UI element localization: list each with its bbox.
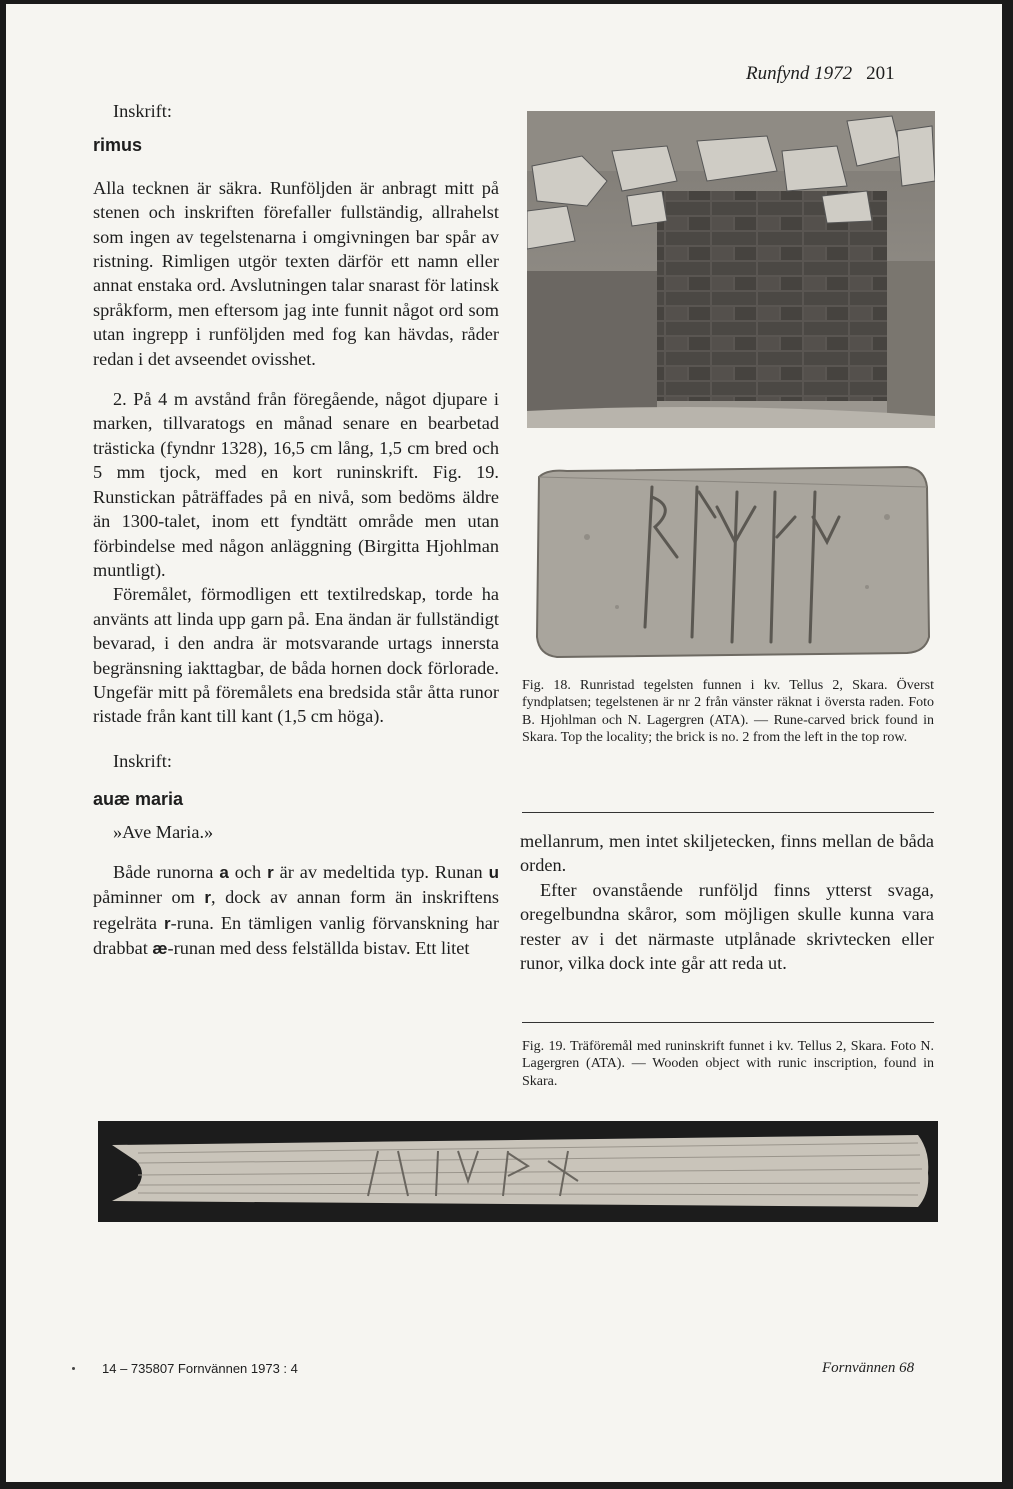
inscription-transliteration: rimus [93,135,143,156]
rune-transliteration: r [164,913,171,933]
paragraph: Alla tecknen är säkra. Runföljden är anbragt mitt på stenen och inskriften förefaller fullständig, allrahelst som ingen av tegelstenarna i omgivningen bar spår av ristning. Rimligen utgör texten därför ett namn eller annat enstaka ord. Avslutningen talar snarast för latinsk språkform, men eftersom jag inte funnit något ord som utan ingrepp i runföljden med fog kan hävdas, råder redan i det avseendet ovisshet. [93,177,499,369]
rune-transliteration: u [488,862,499,882]
inscription-label: Inskrift: [113,750,172,771]
divider [522,1022,934,1023]
runic-brick-photo [527,447,935,665]
inscription-translation: »Ave Maria.» [113,821,214,842]
footer-journal: Fornvännen 68 [822,1360,915,1376]
inscription-transliteration: auæ maria [93,789,184,810]
running-title: Runfynd 1972 [746,63,853,84]
running-header [746,63,895,85]
rune-transliteration: r [204,888,212,908]
paragraph: 2. På 4 m avstånd från föregående, något djupare i marken, tillvaratogs en månad senare en bearbetad trästicka (fyndnr 1328), 16,5 cm lång, 1,5 cm bred och 5 mm tjock, med en kort runinskrift. Fig. 19. Runstickan påträffades på en nivå, som bedöms äldre än 1300-talet, inom ett fyndtätt område men utan förbindelse med någon anläggning (Birgitta Hjohlman muntligt). [93,389,499,580]
paragraph: Efter ovanstående runföljd finns ytterst svaga, oregelbundna skåror, som möjligen skulle kunna vara rester av i det närmaste utplånade skrivtecken eller runor, vilka dock inte går att reda ut. [520,879,934,974]
margin-dot [72,1367,75,1370]
inscription-label: Inskrift: [113,101,172,121]
right-column [520,829,934,975]
paragraph: Både runorna a och r är av medeltida typ. Runan u påminner om r, dock av annan form än inskriftens regelräta r-runa. En tämligen vanlig förvanskning har drabbat æ-runan med dess felställda bistav. Ett litet [93,861,499,959]
figure-19-caption: Fig. 19. Träföremål med runinskrift funnet i kv. Tellus 2, Skara. Foto N. Lagergren (ATA). — Wooden object with runic inscription, found in Skara. [522,1039,934,1089]
wooden-stick-photo [98,1121,938,1222]
excavation-site-photo [527,111,935,428]
divider [522,812,934,813]
rune-transliteration: a [219,862,229,882]
figure-18-caption: Fig. 18. Runristad tegelsten funnen i kv. Tellus 2, Skara. Överst fyndplatsen; tegelstenen är nr 2 från vänster räknat i översta raden. Foto B. Hjohlman och N. Lagergren (ATA). — Rune-carved brick found in Skara. Top the locality; the brick is no. 2 from the left in the top row. [522,678,934,746]
paragraph: mellanrum, men intet skiljetecken, finns mellan de båda orden. [520,831,934,876]
rune-transliteration: æ [152,939,168,959]
paragraph: Föremålet, förmodligen ett textilredskap, torde ha använts att linda upp garn på. Ena ändan är fullständigt bevarad, i den andra är motsvarande urtags innersta begränsning iakttagbar, de båda hornen dock förlorade. Ungefär mitt på föremålets ena bredsida står åtta runor ristade från kant till kant (1,5 cm höga). [93,584,499,727]
page-number: 201 [866,63,895,84]
footer-print-code: 14 – 735807 Fornvännen 1973 : 4 [102,1361,298,1376]
left-column [93,99,499,962]
rune-transliteration: r [267,862,274,882]
page [6,4,1002,1482]
